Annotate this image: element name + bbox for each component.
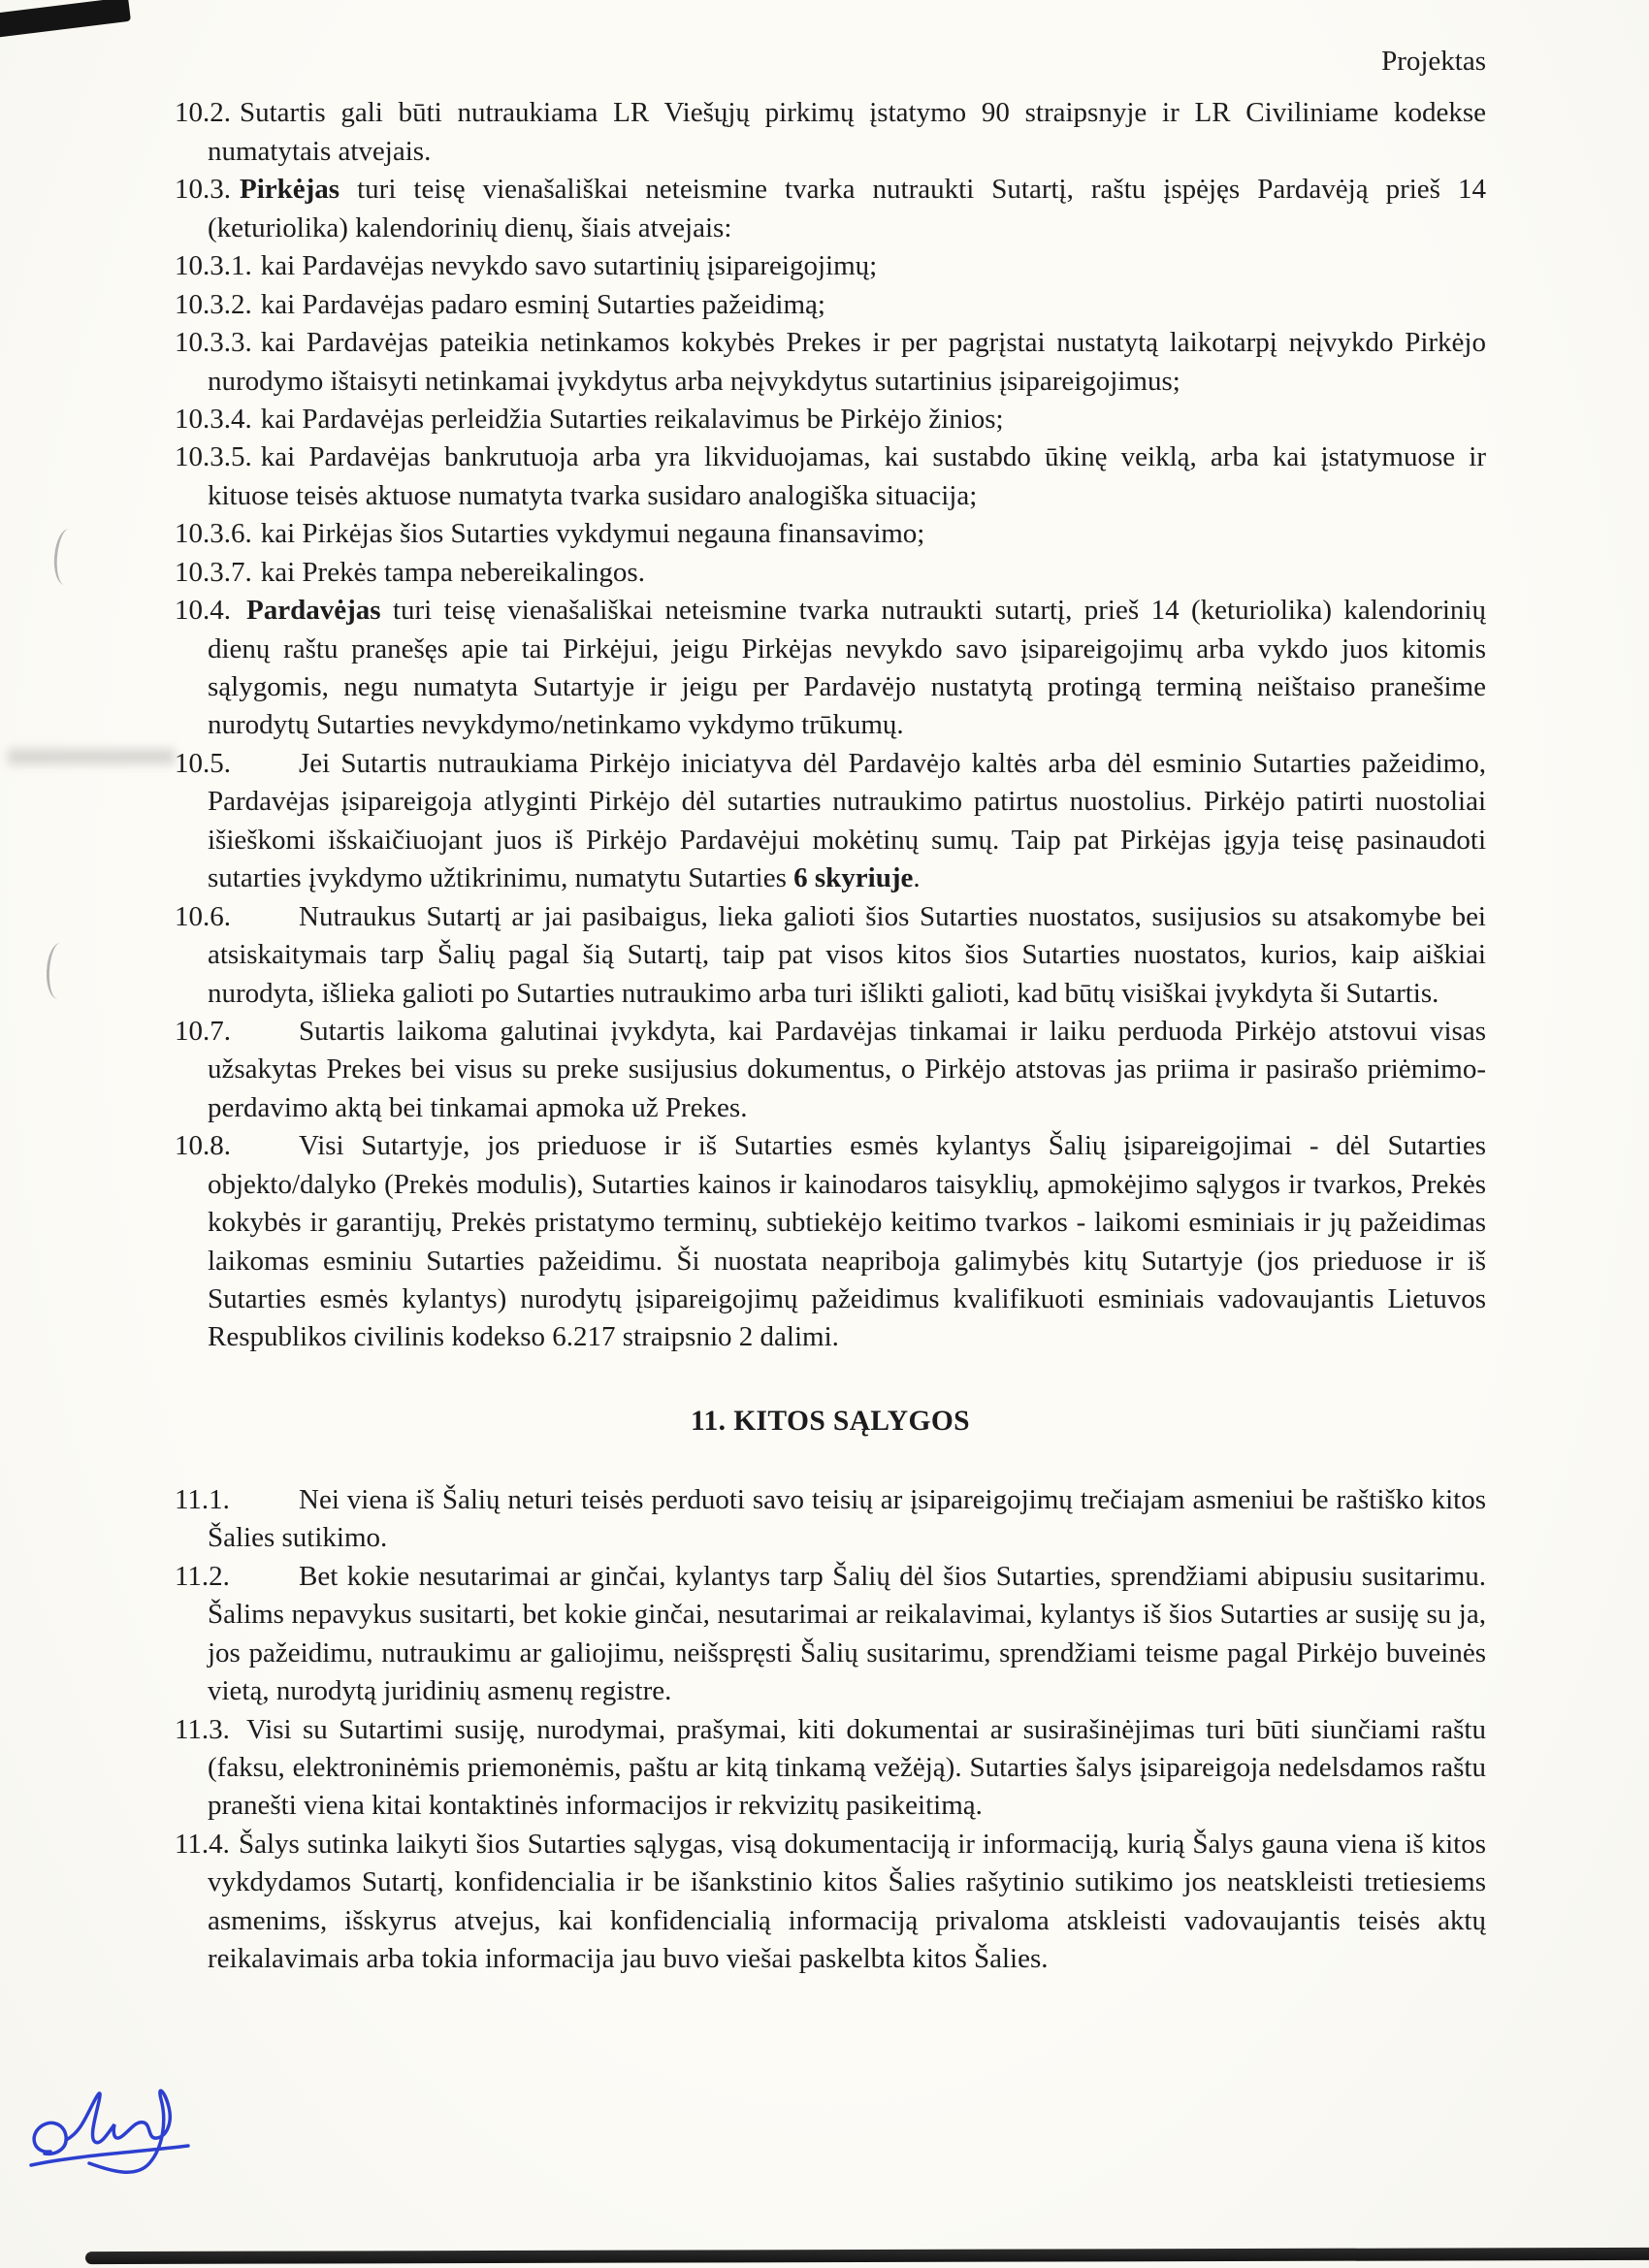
clause-number: 10.3.7. xyxy=(175,556,252,588)
clause-number: 10.3.6. xyxy=(175,518,252,550)
clause-bold-text: Pardavėjas xyxy=(246,595,381,627)
clause-number: 11.3. xyxy=(175,1713,230,1745)
clause-number: 10.3.3. xyxy=(175,327,252,359)
clause-text: Nei viena iš Šalių neturi teisės perduoti savo teisių ar įsipareigojimų trečiajam asmeniui be raštiško kitos Šalies sutikimo. xyxy=(208,1483,1486,1554)
clause-number: 10.3.4. xyxy=(175,403,252,435)
clause-number: 11.1. xyxy=(175,1483,230,1515)
scan-artifact-top-left xyxy=(0,0,131,39)
clause-text: Nutraukus Sutartį ar jai pasibaigus, lieka galioti šios Sutarties nuostatos, susijusios su atsakomybe bei atsiskaitymais tarp Šalių pagal šią Sutartį, taip pat visos kitos šios Sutarties nuostatos, kurios, kaip aiškiai nurodyta, išlieka galioti po Sutarties nutraukimo arba turi išlikti galioti, kad būtų visiškai įvykdyta ši Sutartis. xyxy=(208,900,1486,1009)
clause-text: turi teisę vienašališkai neteismine tvarka nutraukti Sutartį, raštu įspėjęs Pardavėją prieš 14 (keturiolika) kalendorinių dienų, šiais atvejais: xyxy=(208,174,1486,243)
clause-number: 10.8. xyxy=(175,1130,231,1162)
clause-11-2 xyxy=(175,1558,1486,1711)
clause-10-7 xyxy=(175,1013,1486,1127)
clause-text: Šalys sutinka laikyti šios Sutarties sąlygas, visą dokumentaciją ir informaciją, kurią Šalys gauna viena iš kitos vykdydamos Sutartį, konfidencialia ir be išankstinio kitos Šalies rašytinio sutikimo jos neatskleisti tretiesiems asmenims, išskyrus atvejus, kai konfidencialią informaciją privaloma atskleisti vadovaujantis teisės aktų reikalavimais arba tokia informacija jau buvo viešai paskelbta kitos Šalies. xyxy=(208,1828,1486,1975)
clause-text: kai Pardavėjas perleidžia Sutarties reikalavimus be Pirkėjo žinios; xyxy=(260,403,1004,435)
clause-text: kai Pardavėjas bankrutuoja arba yra likviduojamas, kai sustabdo ūkinę veiklą, arba kai įstatymuose ir kituose teisės aktuose numatyta tvarka susidaro analogiška situacija; xyxy=(208,441,1486,511)
clause-text: kai Pardavėjas pateikia netinkamos kokybės Prekes ir per pagrįstai nustatytą laikotarpį neįvykdo Pirkėjo nurodymo ištaisyti netinkamai įvykdytus arba neįvykdytus sutartinius įsipareigojimus; xyxy=(208,327,1486,397)
clause-text: kai Pirkėjas šios Sutarties vykdymui negauna finansavimo; xyxy=(260,518,925,550)
clause-10-6 xyxy=(175,898,1486,1013)
handwritten-signature xyxy=(21,2058,215,2175)
clause-11-4 xyxy=(175,1826,1486,1979)
clause-number: 11.2. xyxy=(175,1560,230,1592)
clause-text: kai Pardavėjas padaro esminį Sutarties pažeidimą; xyxy=(260,288,825,320)
clause-number: 10.5. xyxy=(175,747,231,779)
clause-number: 10.2. xyxy=(175,97,231,129)
document-body xyxy=(175,43,1486,1979)
clause-number: 10.7. xyxy=(175,1015,231,1047)
clause-10-5 xyxy=(175,745,1486,898)
clause-10-3-2 xyxy=(175,286,1486,324)
clause-10-3-3 xyxy=(175,324,1486,401)
clause-text: Sutartis gali būti nutraukiama LR Viešųjų pirkimų įstatymo 90 straipsnyje ir LR Civiliniame kodekse numatytais atvejais. xyxy=(208,97,1486,167)
clause-text: kai Prekės tampa nebereikalingos. xyxy=(260,556,645,588)
clause-number: 10.3.1. xyxy=(175,250,252,282)
clause-text: Visi Sutartyje, jos prieduose ir iš Sutarties esmės kylantys Šalių įsipareigojimai - dėl Sutarties objekto/dalyko (Prekės modulis), Sutarties kainos ir kainodaros taisyklių, apmokėjimo sąlygos ir tvarkos, Prekės kokybės ir garantijų, Prekės pristatymo terminų, subtiekėjo keitimo tvarkos - laikomi esminiais ir jų pažeidimas laikomas esminiu Sutarties pažeidimu. Ši nuostata neapriboja galimybės kitų Sutartyje (jos prieduose ir iš Sutarties esmės kylantys) nurodytų įsipareigojimų pažeidimus kvalifikuoti esminiais vadovaujantis Lietuvos Respublikos civilinis kodekso 6.217 straipsnio 2 dalimi. xyxy=(208,1130,1486,1353)
clause-text: Visi su Sutartimi susiję, nurodymai, prašymai, kiti dokumentai ar susirašinėjimas turi būti siunčiami raštu (faksu, elektroninėmis priemonėmis, paštu ar kitą tinkamą vežėją). Sutarties šalys įsipareigoja nedelsdamos raštu pranešti viena kitai kontaktinės informacijos ir rekvizitų pasikeitimą. xyxy=(208,1713,1486,1822)
clause-text: Jei Sutartis nutraukiama Pirkėjo iniciatyva dėl Pardavėjo kaltės arba dėl esminio Sutarties pažeidimo, Pardavėjas įsipareigoja atlyginti Pirkėjo dėl sutarties nutraukimo patirtus nuostolius. Pirkėjo patirti nuostoliai išieškomi išskaičiuojant juos iš Pirkėjo Pardavėjui mokėtinų sumų. Taip pat Pirkėjas įgyja teisę pasinaudoti sutarties įvykdymo užtikrinimu, numatytu Sutarties xyxy=(208,747,1486,894)
clause-number: 10.3. xyxy=(175,174,231,206)
section-heading: 11. KITOS SĄLYGOS xyxy=(690,1405,970,1437)
clause-10-2 xyxy=(175,94,1486,171)
clause-number: 10.6. xyxy=(175,900,231,932)
clause-text: . xyxy=(913,862,921,894)
clause-text: Sutartis laikoma galutinai įvykdyta, kai Pardavėjas tinkamai ir laiku perduoda Pirkėjo atstovui visas užsakytas Prekes bei visus su preke susijusius dokumentus, o Pirkėjo atstovas jas priima ir pasirašo priėmimo-perdavimo aktą bei tinkamai apmoka už Prekes. xyxy=(208,1015,1486,1123)
clause-bold-text: Pirkėjas xyxy=(240,174,340,206)
clause-10-3 xyxy=(175,171,1486,247)
margin-pen-mark xyxy=(46,942,74,999)
clause-10-8 xyxy=(175,1127,1486,1357)
clause-10-3-4 xyxy=(175,401,1486,438)
clause-text: kai Pardavėjas nevykdo savo sutartinių įsipareigojimų; xyxy=(260,250,878,282)
clause-10-4 xyxy=(175,592,1486,745)
clause-number: 10.4. xyxy=(175,595,231,627)
clause-10-3-5 xyxy=(175,438,1486,515)
clause-number: 10.3.5. xyxy=(175,441,252,473)
clause-11-3 xyxy=(175,1711,1486,1826)
draft-label: Projektas xyxy=(1381,46,1486,77)
clause-number: 11.4. xyxy=(175,1828,230,1860)
margin-pen-mark xyxy=(52,528,82,586)
clause-text: Bet kokie nesutarimai ar ginčai, kylantys tarp Šalių dėl šios Sutarties, sprendžiami abipusiu susitarimu. Šalims nepavykus susitarti, bet kokie ginčai, nesutarimai ar reikalavimai, kylantys iš šios Sutarties ar susiję su ja, jos pažeidimu, nutraukimu ar galiojimu, neišspręsti Šalių susitarimu, sprendžiami teisme pagal Pirkėjo buveinės vietą, nurodytą juridinių asmenų registre. xyxy=(208,1560,1486,1707)
clause-10-3-7 xyxy=(175,554,1486,592)
scan-smudge xyxy=(8,749,175,764)
clause-11-1 xyxy=(175,1481,1486,1558)
clause-bold-text: 6 skyriuje xyxy=(793,862,914,894)
scan-edge-shadow-bottom xyxy=(85,2248,1649,2264)
clause-number: 10.3.2. xyxy=(175,288,252,320)
clause-10-3-6 xyxy=(175,515,1486,553)
clause-10-3-1 xyxy=(175,247,1486,285)
clause-text: turi teisę vienašališkai neteismine tvarka nutraukti sutartį, prieš 14 (keturiolika) kalendorinių dienų raštu pranešęs apie tai Pirkėjui, jeigu Pirkėjas nevykdo savo įsipareigojimų arba vykdo juos kitomis sąlygomis, negu numatyta Sutartyje ir jeigu per Pardavėjo nustatytą protingą terminą neištaiso pranešime nurodytų Sutarties nevykdymo/netinkamo vykdymo trūkumų. xyxy=(208,595,1486,741)
